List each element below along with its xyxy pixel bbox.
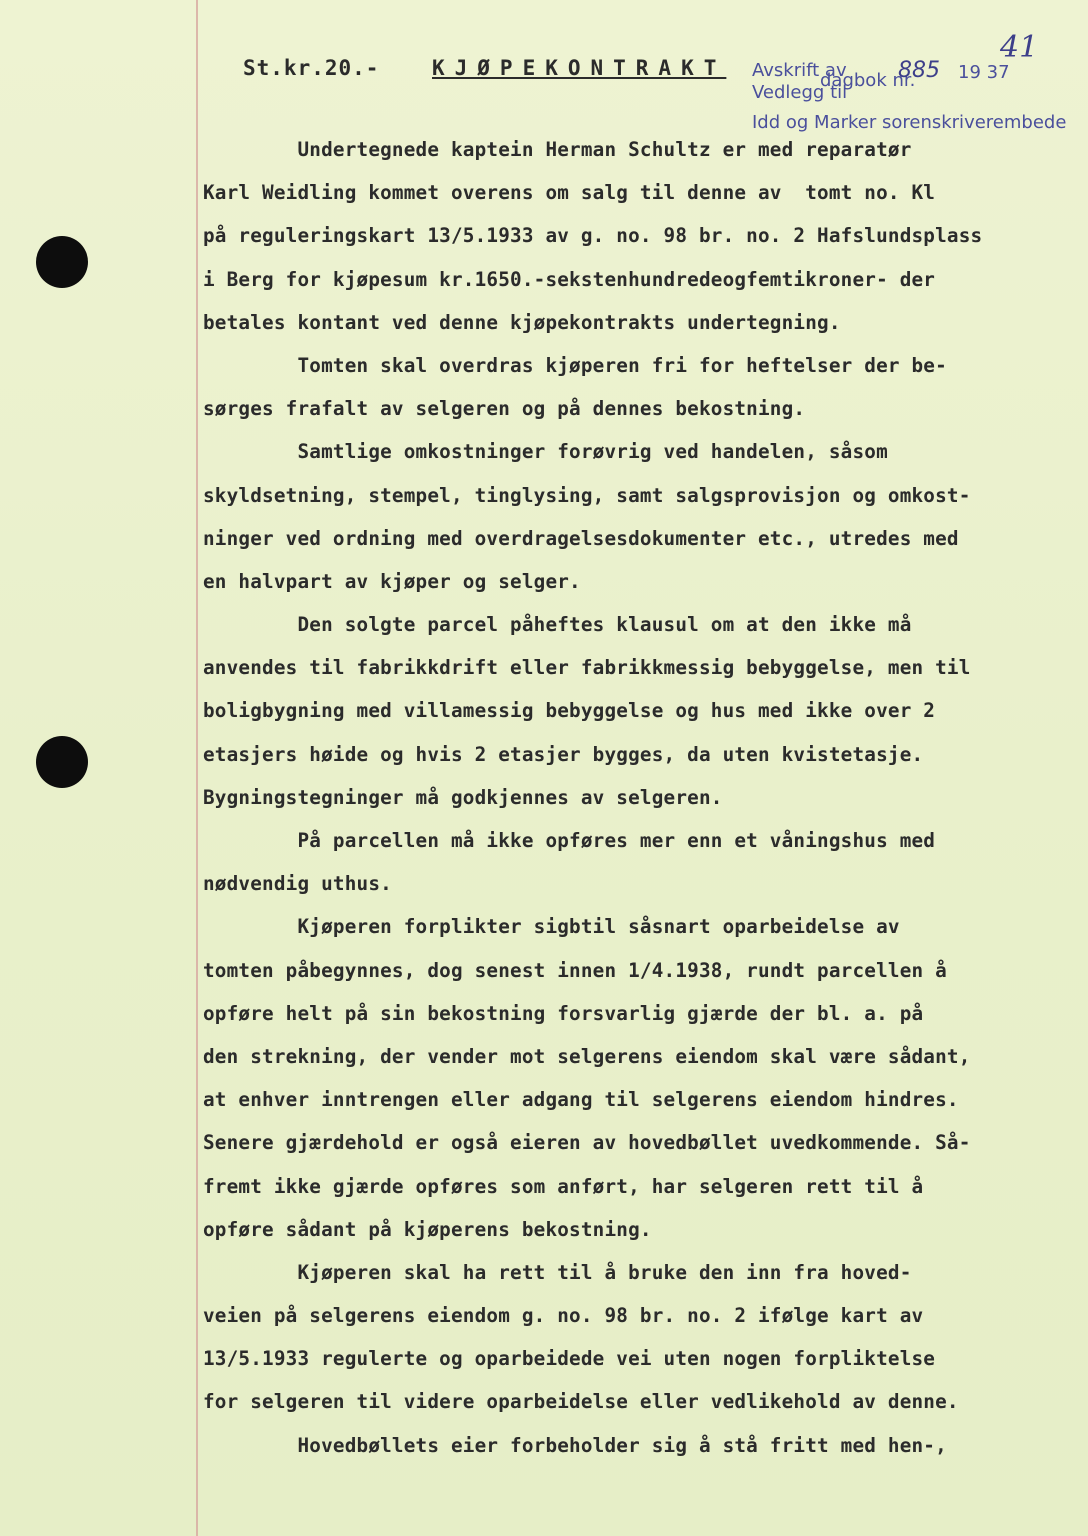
stamp-office: Idd og Marker sorenskriverembede xyxy=(752,112,1067,133)
text-line: sørges frafalt av selgeren og på dennes bekostning. xyxy=(203,397,806,421)
text-line: Den solgte parcel påheftes klausul om at den ikke må xyxy=(203,613,912,637)
text-line: på reguleringskart 13/5.1933 av g. no. 98 br. no. 2 Hafslundsplass xyxy=(203,224,983,248)
text-line: 13/5.1933 regulerte og oparbeidede vei uten nogen forpliktelse xyxy=(203,1347,936,1371)
stamp-label: dagbok nr. xyxy=(820,70,916,91)
document-title: KJØPEKONTRAKT xyxy=(432,56,727,80)
text-line: Kjøperen forplikter sigbtil såsnart oparbeidelse av xyxy=(203,915,900,939)
punch-hole-top xyxy=(36,236,88,288)
text-line: anvendes til fabrikkdrift eller fabrikkmessig bebyggelse, men til xyxy=(203,656,971,680)
text-line: den strekning, der vender mot selgerens eiendom skal være sådant, xyxy=(203,1044,971,1068)
text-line: Bygningstegninger må godkjennes av selgeren. xyxy=(203,785,723,809)
margin-line xyxy=(196,0,198,1536)
text-line: opføre sådant på kjøperens bekostning. xyxy=(203,1217,652,1241)
text-line: På parcellen må ikke opføres mer enn et våningshus med xyxy=(203,829,936,852)
stamp-line-1: Avskrift av xyxy=(752,60,847,81)
text-line: at enhver inntrengen eller adgang til selgerens eiendom hindres. xyxy=(203,1088,959,1112)
text-line: Samtlige omkostninger forøvrig ved handelen, såsom xyxy=(203,440,888,464)
punch-hole-bottom xyxy=(36,736,88,788)
text-line: Kjøperen skal ha rett til å bruke den inn fra hoved- xyxy=(203,1260,912,1284)
text-line: opføre helt på sin bekostning forsvarlig gjærde der bl. a. på xyxy=(203,1001,924,1025)
text-line: veien på selgerens eiendom g. no. 98 br. no. 2 ifølge kart av xyxy=(203,1304,924,1328)
contract-body xyxy=(203,128,1063,1467)
text-line: i Berg for kjøpesum kr.1650.-sekstenhundredeogfemtikroner- der xyxy=(203,267,936,291)
text-line: Hovedbøllets eier forbeholder sig å stå fritt med hen-, xyxy=(203,1433,947,1457)
text-line: ninger ved ordning med overdragelsesdokumenter etc., utredes med xyxy=(203,526,959,550)
text-line: Tomten skal overdras kjøperen fri for heftelser der be- xyxy=(203,353,947,377)
stamp-number: 885 xyxy=(898,58,940,83)
stamp-line-2: Vedlegg til xyxy=(752,82,848,103)
text-line: Karl Weidling kommet overens om salg til denne av tomt no. Kl xyxy=(203,181,936,205)
text-line: for selgeren til videre oparbeidelse eller vedlikehold av denne. xyxy=(203,1390,959,1414)
text-line: Senere gjærdehold er også eieren av hovedbøllet uvedkommende. Så- xyxy=(203,1131,971,1155)
text-line: en halvpart av kjøper og selger. xyxy=(203,569,581,593)
text-line: nødvendig uthus. xyxy=(203,872,392,896)
text-line: skyldsetning, stempel, tinglysing, samt salgsprovisjon og omkost- xyxy=(203,483,971,507)
form-code: St.kr.20.- xyxy=(243,56,380,80)
text-line: etasjers høide og hvis 2 etasjer bygges, da uten kvistetasje. xyxy=(203,742,924,766)
text-line: boligbygning med villamessig bebyggelse og hus med ikke over 2 xyxy=(203,699,936,723)
text-line: Undertegnede kaptein Herman Schultz er med reparatør xyxy=(203,138,912,161)
text-line: betales kontant ved denne kjøpekontrakts undertegning. xyxy=(203,310,841,334)
text-line: fremt ikke gjærde opføres som anført, har selgeren rett til å xyxy=(203,1174,924,1198)
folio-number: 41 xyxy=(1000,30,1039,65)
text-line: tomten påbegynnes, dog senest innen 1/4.1938, rundt parcellen å xyxy=(203,958,947,982)
stamp-year: 19 37 xyxy=(958,62,1010,83)
